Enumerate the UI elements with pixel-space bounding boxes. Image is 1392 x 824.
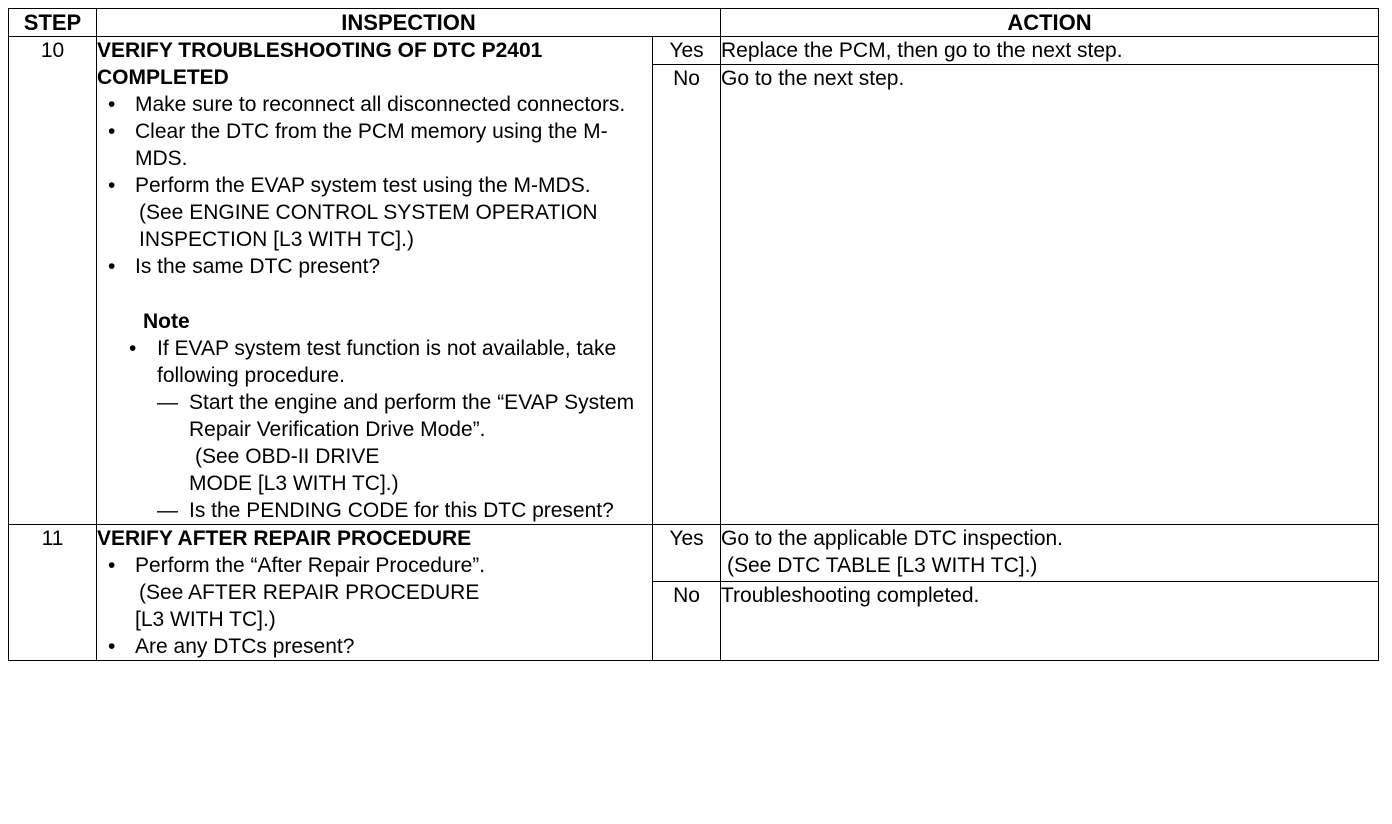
step-11-yes-row [9, 525, 1379, 582]
inspection-cell [97, 525, 653, 661]
no-label: No [653, 65, 721, 525]
no-label: No [653, 582, 721, 661]
inspection-title-line2: COMPLETED [97, 66, 229, 89]
see-reference-line1: (See AFTER REPAIR PROCEDURE [139, 581, 480, 604]
step-number: 11 [9, 525, 97, 661]
note-bullet-text: If EVAP system test function is not available, take following procedure. [157, 337, 617, 387]
yes-label: Yes [653, 525, 721, 582]
yes-action-line1: Go to the applicable DTC inspection. [721, 527, 1064, 550]
note-title: Note [143, 310, 190, 333]
inspection-header: INSPECTION [97, 9, 721, 37]
dash-see-line2: MODE [L3 WITH TC].) [189, 472, 399, 495]
note-block [97, 308, 652, 335]
dash-text: Start the engine and perform the “EVAP System Repair Verification Drive Mode”. [189, 391, 635, 441]
header-row [9, 9, 1379, 37]
see-reference: (See ENGINE CONTROL SYSTEM OPERATION INSPECTION [L3 WITH TC].) [139, 201, 598, 251]
inspection-bullets [97, 552, 652, 660]
bullet-item [97, 552, 652, 633]
bullet-item [97, 172, 652, 253]
step-10-yes-row [9, 37, 1379, 65]
yes-action-line2: (See DTC TABLE [L3 WITH TC].) [727, 554, 1038, 577]
bullet-item: • Is the same DTC present? [97, 253, 652, 280]
dash-see-line1: (See OBD-II DRIVE [195, 445, 380, 468]
action-header: ACTION [721, 9, 1379, 37]
no-action: Troubleshooting completed. [721, 582, 1379, 661]
bullet-text: Perform the “After Repair Procedure”. [135, 554, 486, 577]
bullet-text: Perform the EVAP system test using the M-MDS. [135, 174, 591, 197]
inspection-title [97, 37, 652, 91]
troubleshooting-table [8, 8, 1379, 661]
step-header: STEP [9, 9, 97, 37]
yes-label: Yes [653, 37, 721, 65]
dash-item [157, 389, 652, 497]
bullet-item: • Are any DTCs present? [97, 633, 652, 660]
note-bullets [97, 335, 652, 524]
note-bullet-item [97, 335, 652, 524]
no-action: Go to the next step. [721, 65, 1379, 525]
dash-item: — Is the PENDING CODE for this DTC present? [157, 497, 652, 524]
dash-list [157, 389, 652, 524]
yes-action: Replace the PCM, then go to the next step. [721, 37, 1379, 65]
step-number: 10 [9, 37, 97, 525]
bullet-item: • Clear the DTC from the PCM memory using the M-MDS. [97, 118, 652, 172]
bullet-item: • Make sure to reconnect all disconnected connectors. [97, 91, 652, 118]
inspection-bullets [97, 91, 652, 280]
yes-action [721, 525, 1379, 582]
inspection-cell [97, 37, 653, 525]
inspection-title-line1: VERIFY TROUBLESHOOTING OF DTC P2401 [97, 39, 543, 62]
see-reference-line2: [L3 WITH TC].) [135, 608, 276, 631]
inspection-title: VERIFY AFTER REPAIR PROCEDURE [97, 527, 472, 550]
